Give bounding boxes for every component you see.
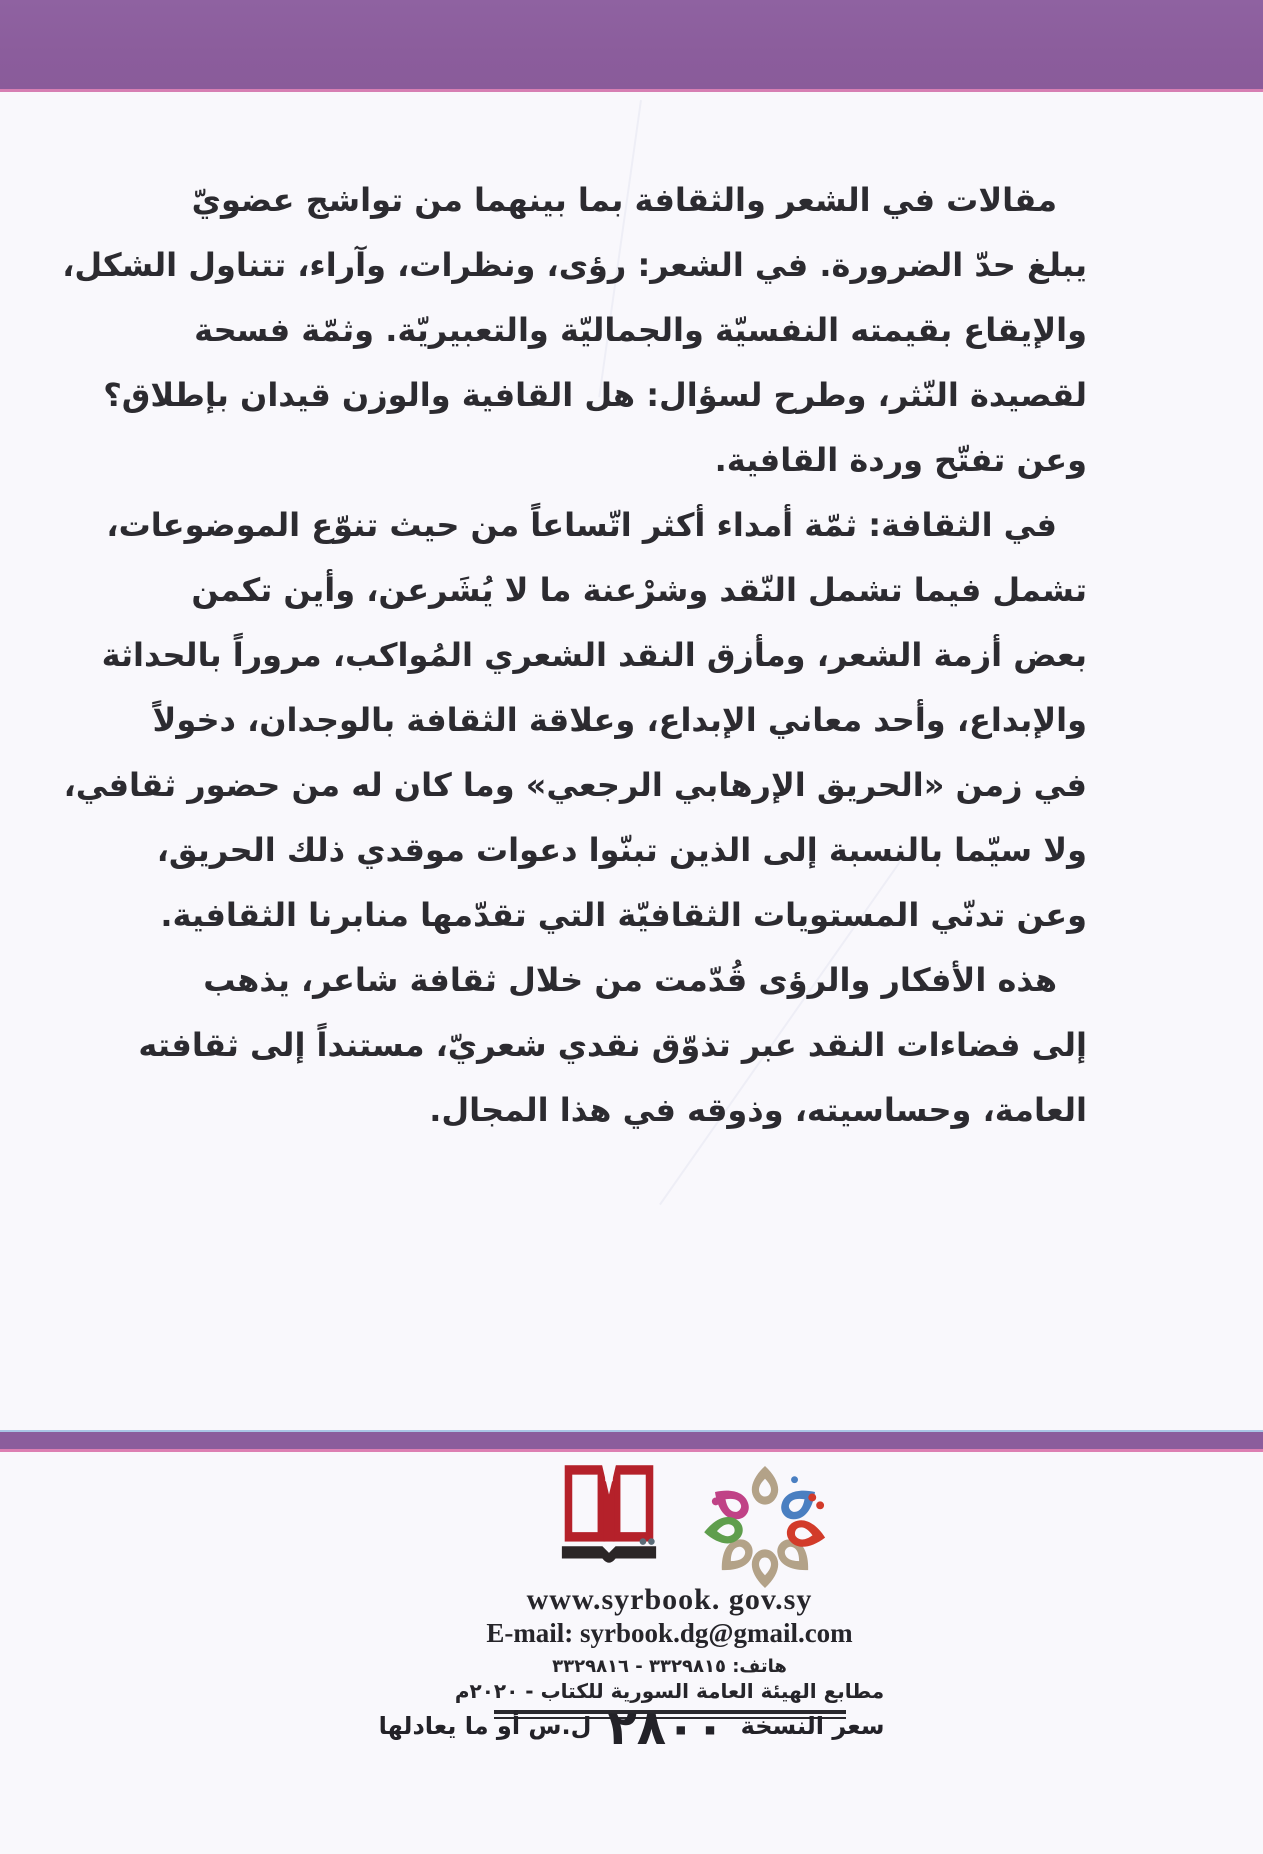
synopsis-line: ولا سيّما بالنسبة إلى الذين تبنّوا دعوات موقدي ذلك الحريق، <box>156 831 1087 869</box>
publisher-contact-block <box>76 1583 1263 1719</box>
price-line <box>0 1700 1263 1756</box>
synopsis-line: والإيقاع بقيمته النفسيّة والجماليّة والتعبيريّة. وثمّة فسحة <box>194 311 1087 349</box>
synopsis-line: وعن تدنّي المستويات الثقافيّة التي تقدّمها منابرنا الثقافية. <box>160 896 1087 934</box>
printer-imprint-line: مطابع الهيئة العامة السورية للكتاب - ٢٠٢٠م <box>454 1679 885 1703</box>
synopsis-line: تشمل فيما تشمل النّقد وشرْعنة ما لا يُشَرعن، وأين تكمن <box>191 571 1087 609</box>
top-purple-band <box>0 0 1263 92</box>
synopsis-line: العامة، وحساسيته، وذوقه في هذا المجال. <box>429 1091 1087 1129</box>
publisher-email: E-mail: syrbook.dg@gmail.com <box>486 1618 853 1648</box>
synopsis-line: في الثقافة: ثمّة أمداء أكثر اتّساعاً من حيث تنوّع الموضوعات، <box>106 506 1057 544</box>
synopsis-line: والإبداع، وأحد معاني الإبداع، وعلاقة الثقافة بالوجدان، دخولاً <box>152 701 1087 739</box>
thaqafa-ornament-logo-icon <box>694 1462 836 1592</box>
synopsis-line: يبلغ حدّ الضرورة. في الشعر: رؤى، ونظرات، وآراء، تتناول الشكل، <box>62 246 1087 284</box>
synopsis-text <box>62 168 1087 1143</box>
price-value: ٢٨٠٠ <box>607 1700 725 1756</box>
open-book-logo-icon <box>560 1462 658 1578</box>
publisher-logos <box>560 1462 836 1592</box>
synopsis-line: وعن تفتّح وردة القافية. <box>714 441 1087 479</box>
synopsis-line: إلى فضاءات النقد عبر تذوّق نقدي شعريّ، مستنداً إلى ثقافته <box>138 1026 1087 1064</box>
price-suffix: ل.س أو ما يعادلها <box>378 1712 592 1740</box>
synopsis-line: في زمن «الحريق الإرهابي الرجعي» وما كان له من حضور ثقافي، <box>63 766 1087 804</box>
synopsis-line: بعض أزمة الشعر، ومأزق النقد الشعري المُواكب، مروراً بالحداثة <box>101 636 1087 674</box>
publisher-website: www.syrbook. gov.sy <box>526 1583 813 1616</box>
publisher-phone: هاتف: ٣٣٢٩٨١٥ - ٣٣٢٩٨١٦ <box>552 1656 787 1677</box>
middle-purple-band <box>0 1430 1263 1452</box>
synopsis-line: لقصيدة النّثر، وطرح لسؤال: هل القافية والوزن قيدان بإطلاق؟ <box>103 376 1087 414</box>
synopsis-line: مقالات في الشعر والثقافة بما بينهما من تواشج عضويّ <box>191 181 1057 219</box>
price-prefix: سعر النسخة <box>740 1712 885 1740</box>
synopsis-line: هذه الأفكار والرؤى قُدّمت من خلال ثقافة شاعر، يذهب <box>203 961 1057 999</box>
